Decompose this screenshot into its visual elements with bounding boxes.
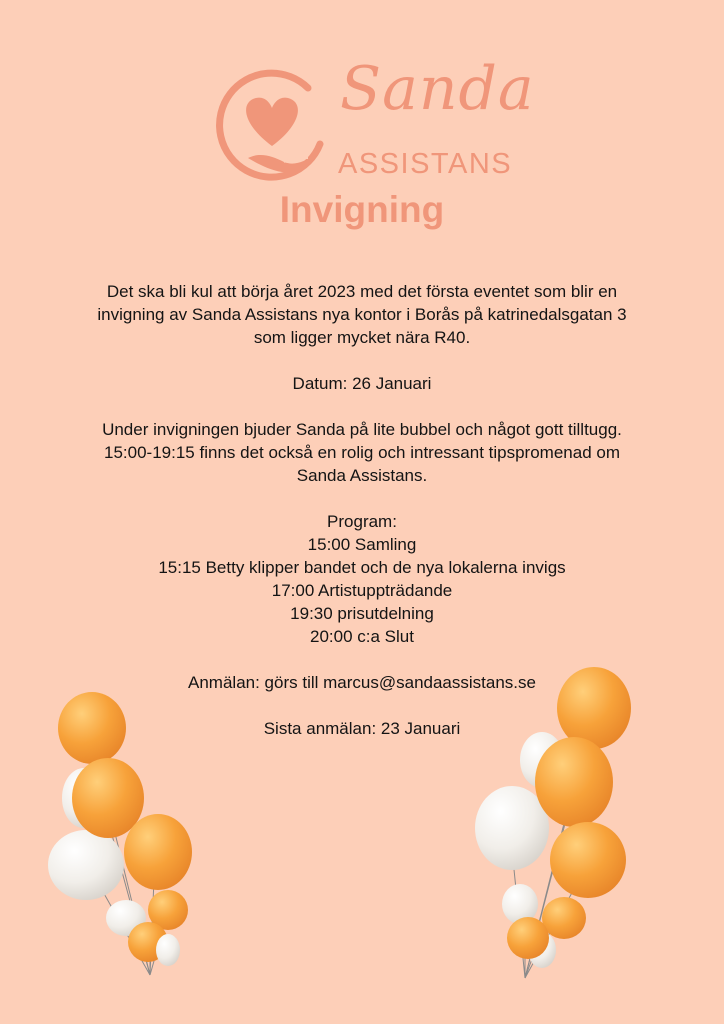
intro-paragraph	[62, 280, 662, 349]
registration-line: Anmälan: görs till marcus@sandaassistans.se	[188, 673, 536, 692]
date-line: Datum: 26 Januari	[292, 374, 432, 393]
orange-balloon	[72, 758, 144, 838]
heart-hand-icon	[212, 66, 330, 184]
white-balloon	[156, 934, 180, 966]
orange-balloon	[507, 917, 549, 959]
program-item: 19:30 prisutdelning	[290, 604, 434, 623]
offer-line: Sanda Assistans.	[296, 466, 428, 485]
intro-line: som ligger mycket nära R40.	[253, 328, 471, 347]
balloons-left-illustration	[40, 680, 210, 990]
sanda-logo	[212, 54, 535, 192]
program-item: 15:00 Samling	[307, 535, 417, 554]
program-heading: Program:	[327, 512, 397, 531]
program-item: 20:00 c:a Slut	[310, 627, 414, 646]
event-title: Invigning	[279, 189, 445, 230]
program-item: 17:00 Artistuppträdande	[271, 581, 453, 600]
orange-balloon	[535, 737, 613, 827]
orange-balloon	[557, 667, 631, 749]
offer-paragraph	[62, 418, 662, 487]
brand-name: Sanda	[340, 54, 535, 124]
orange-balloon	[550, 822, 626, 898]
orange-balloon	[124, 814, 192, 890]
program-item: 15:15 Betty klipper bandet och de nya lokalerna invigs	[158, 558, 566, 577]
orange-balloon	[542, 897, 586, 939]
offer-line: Under invigningen bjuder Sanda på lite bubbel och något gott tilltugg.	[102, 420, 622, 439]
deadline-line: Sista anmälan: 23 Januari	[263, 719, 461, 738]
intro-line: Det ska bli kul att börja året 2023 med det första eventet som blir en	[106, 282, 618, 301]
orange-balloon	[58, 692, 126, 764]
brand-subtitle: ASSISTANS	[338, 148, 513, 180]
balloons-right-illustration	[470, 660, 640, 990]
program-section	[62, 510, 662, 648]
offer-line: 15:00-19:15 finns det också en rolig och intressant tipspromenad om	[104, 443, 620, 462]
intro-line: invigning av Sanda Assistans nya kontor i Borås på katrinedalsgatan 3	[97, 305, 627, 324]
white-balloon	[48, 830, 124, 900]
